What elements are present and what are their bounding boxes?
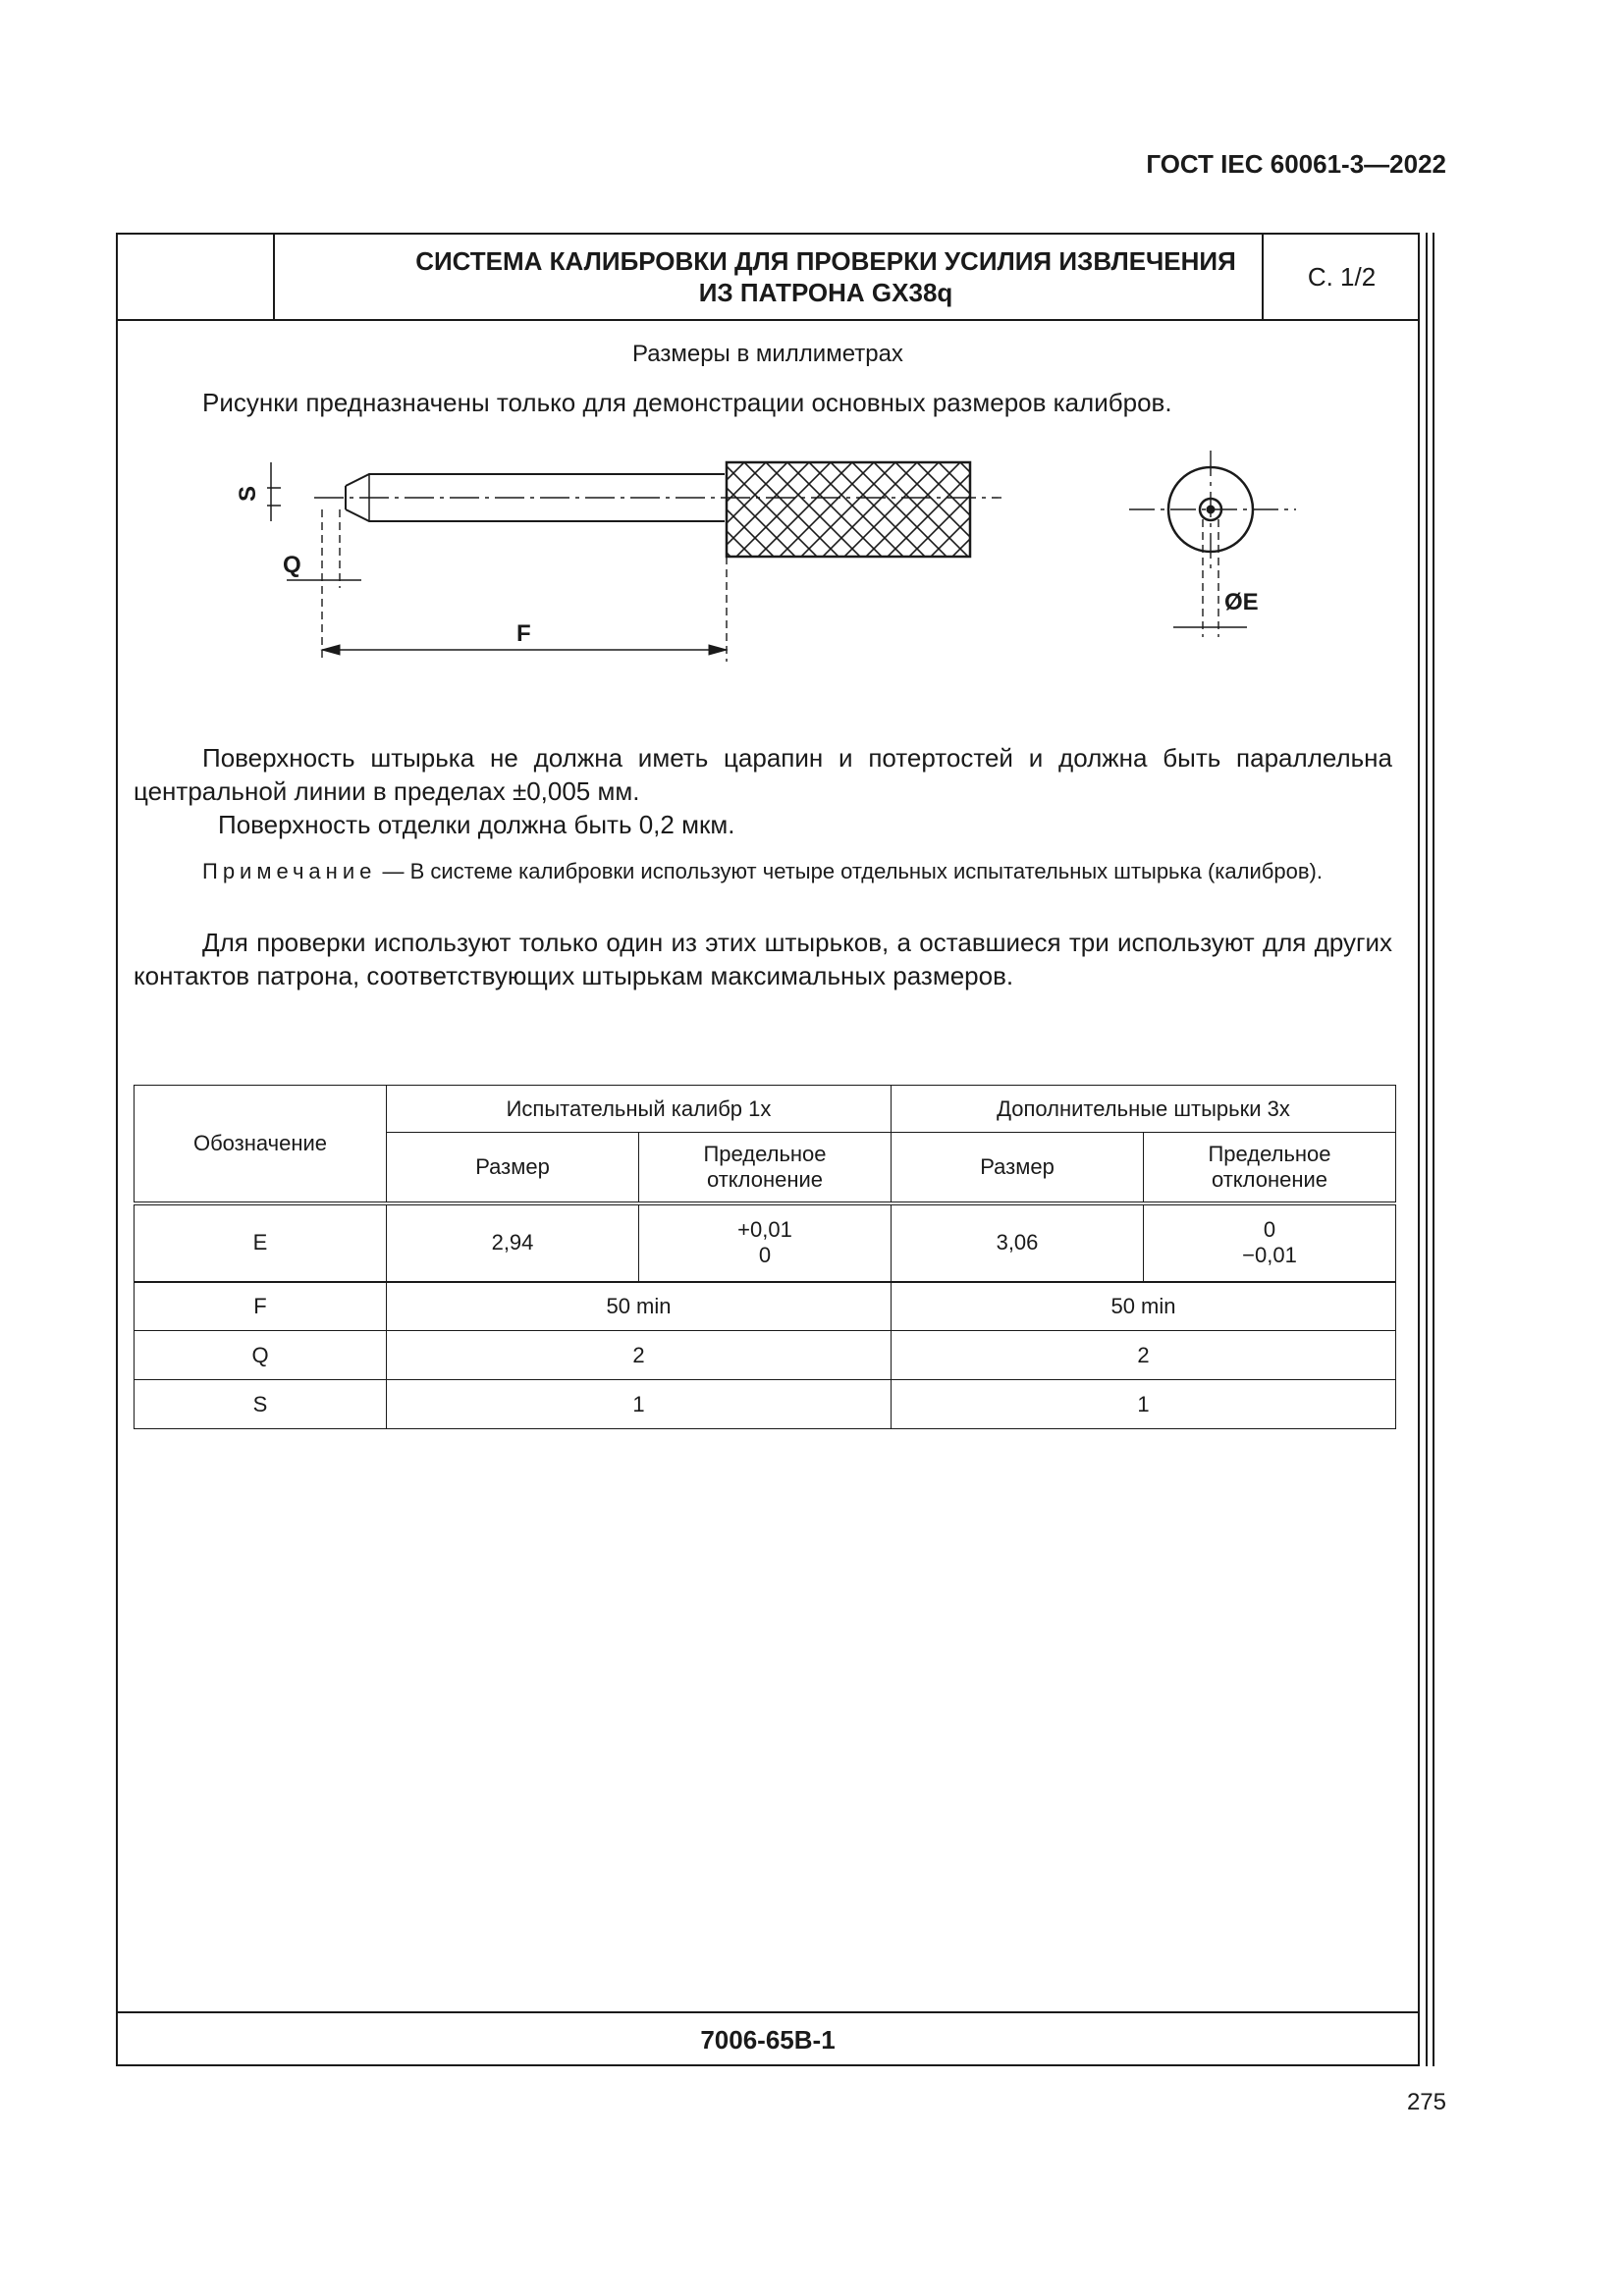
dim-label-f: F xyxy=(516,620,531,647)
row-name: F xyxy=(135,1282,387,1331)
dim-label-s: S xyxy=(235,485,261,502)
note-text: — В системе калибровки используют четыре отдельных испытательных штырька (калибров). xyxy=(376,859,1323,883)
cell-value: 50 min xyxy=(387,1282,892,1331)
paragraph-usage: Для проверки используют только один из этих штырьков, а оставшиеся три используют для других контактов патрона, соответствующих штырькам максимальных размеров. xyxy=(134,928,1392,990)
cell-value: 1 xyxy=(387,1380,892,1429)
cell-tolerance xyxy=(1144,1203,1396,1282)
cell-value: 50 min xyxy=(892,1282,1396,1331)
cell-value: 2 xyxy=(892,1331,1396,1380)
header-size: Размер xyxy=(892,1133,1144,1203)
tolerance-upper: 0 xyxy=(1263,1217,1276,1242)
header-size: Размер xyxy=(387,1133,639,1203)
header-tolerance-label: Предельное отклонение xyxy=(1208,1141,1331,1192)
title-line-1: СИСТЕМА КАЛИБРОВКИ ДЛЯ ПРОВЕРКИ УСИЛИЯ ИЗВЛЕЧЕНИЯ xyxy=(415,246,1236,276)
header-tolerance xyxy=(1144,1133,1396,1203)
header-additional-pins: Дополнительные штырьки 3x xyxy=(892,1086,1396,1133)
tolerance-upper: +0,01 xyxy=(737,1217,792,1242)
table-row xyxy=(135,1203,1396,1282)
margin-rule xyxy=(1426,233,1428,2066)
paragraph-finish: Поверхность отделки должна быть 0,2 мкм. xyxy=(218,810,735,839)
cell-size: 3,06 xyxy=(892,1203,1144,1282)
tolerance-lower: 0 xyxy=(758,1243,772,1267)
table-row xyxy=(135,1380,1396,1429)
row-name: E xyxy=(135,1203,387,1282)
tolerance-lower: −0,01 xyxy=(1242,1243,1297,1267)
header-tolerance-label: Предельное отклонение xyxy=(703,1141,827,1192)
header-test-gauge: Испытательный калибр 1x xyxy=(387,1086,892,1133)
note-label: Примечание xyxy=(202,859,377,883)
sheet-frame xyxy=(116,233,1420,2066)
intro-text: Рисунки предназначены только для демонстрации основных размеров калибров. xyxy=(202,388,1172,417)
page-number: 275 xyxy=(1406,2089,1446,2115)
dim-label-q: Q xyxy=(283,552,301,578)
header-designation: Обозначение xyxy=(135,1086,387,1203)
paragraph-surface: Поверхность штырька не должна иметь царапин и потертостей и должна быть параллельна центральной линии в пределах ±0,005 мм. xyxy=(134,743,1392,806)
sheet-header xyxy=(118,235,1418,321)
row-name: Q xyxy=(135,1331,387,1380)
standard-designation: ГОСТ IEC 60061-3—2022 xyxy=(1146,149,1446,179)
page-reference: С. 1/2 xyxy=(1262,235,1420,319)
dimensions-table xyxy=(134,1085,1396,1429)
title-line-2: ИЗ ПАТРОНА GX38q xyxy=(698,278,953,307)
units-note: Размеры в миллиметрах xyxy=(632,341,903,367)
header-empty-cell xyxy=(118,235,275,319)
cell-value: 1 xyxy=(892,1380,1396,1429)
table-row xyxy=(135,1331,1396,1380)
sheet-code: 7006-65B-1 xyxy=(118,2011,1418,2066)
gauge-side-view xyxy=(267,451,1296,662)
row-name: S xyxy=(135,1380,387,1429)
margin-rule xyxy=(1433,233,1434,2066)
table-row xyxy=(135,1282,1396,1331)
header-tolerance xyxy=(639,1133,892,1203)
cell-value: 2 xyxy=(387,1331,892,1380)
dim-label-e: ØE xyxy=(1224,589,1259,615)
sheet-title xyxy=(275,235,1377,319)
note xyxy=(134,857,1392,886)
gauge-drawing xyxy=(118,441,1418,696)
cell-tolerance xyxy=(639,1203,892,1282)
cell-size: 2,94 xyxy=(387,1203,639,1282)
